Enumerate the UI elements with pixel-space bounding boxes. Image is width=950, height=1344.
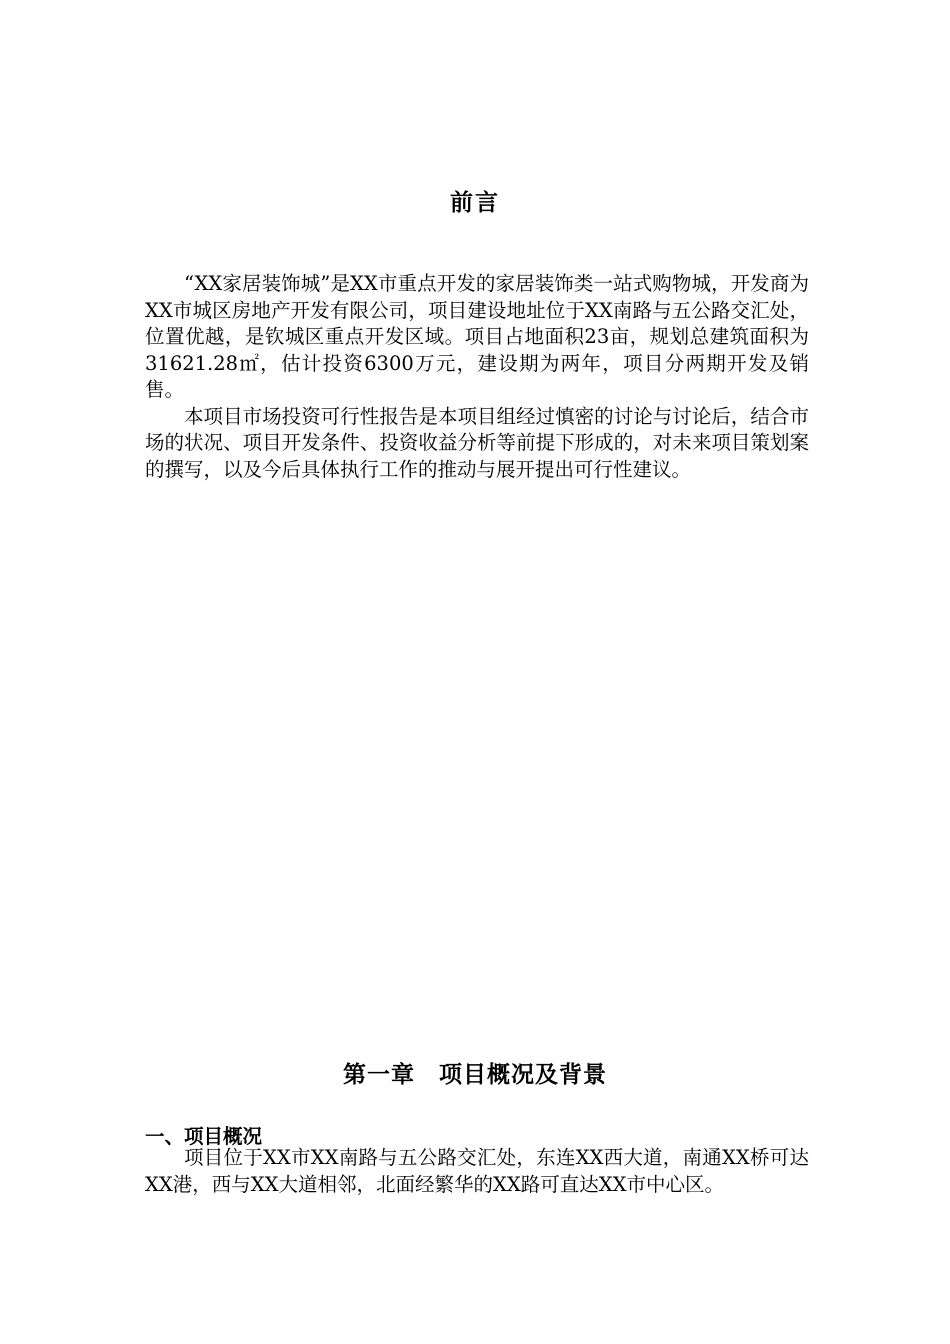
preface-title: 前言: [450, 189, 500, 216]
preface-paragraph-2: 本项目市场投资可行性报告是本项目组经过慎密的讨论与讨论后，结合市场的状况、项目开发条件、投资收益分析等前提下形成的，对未来项目策划案的撰写，以及今后具体执行工作的推动与展开提出可行性建议。: [145, 404, 809, 481]
chapter-title: 第一章 项目概况及背景: [343, 1061, 607, 1088]
preface-paragraph-1: “XX家居装饰城”是XX市重点开发的家居装饰类一站式购物城，开发商为XX市城区房地产开发有限公司，项目建设地址位于XX南路与五公路交汇处，位置优越，是钦城区重点开发区域。项目占地面积23亩，规划总建筑面积为31621.28㎡，估计投资6300万元，建设期为两年，项目分两期开发及销售。: [145, 272, 809, 401]
section-paragraph: 项目位于XX市XX南路与五公路交汇处，东连XX西大道，南通XX桥可达XX港，西与XX大道相邻，北面经繁华的XX路可直达XX市中心区。: [145, 1146, 809, 1196]
section-body: [145, 1145, 809, 1198]
preface-body: [145, 271, 809, 483]
section-heading: 一、项目概况: [145, 1125, 263, 1148]
